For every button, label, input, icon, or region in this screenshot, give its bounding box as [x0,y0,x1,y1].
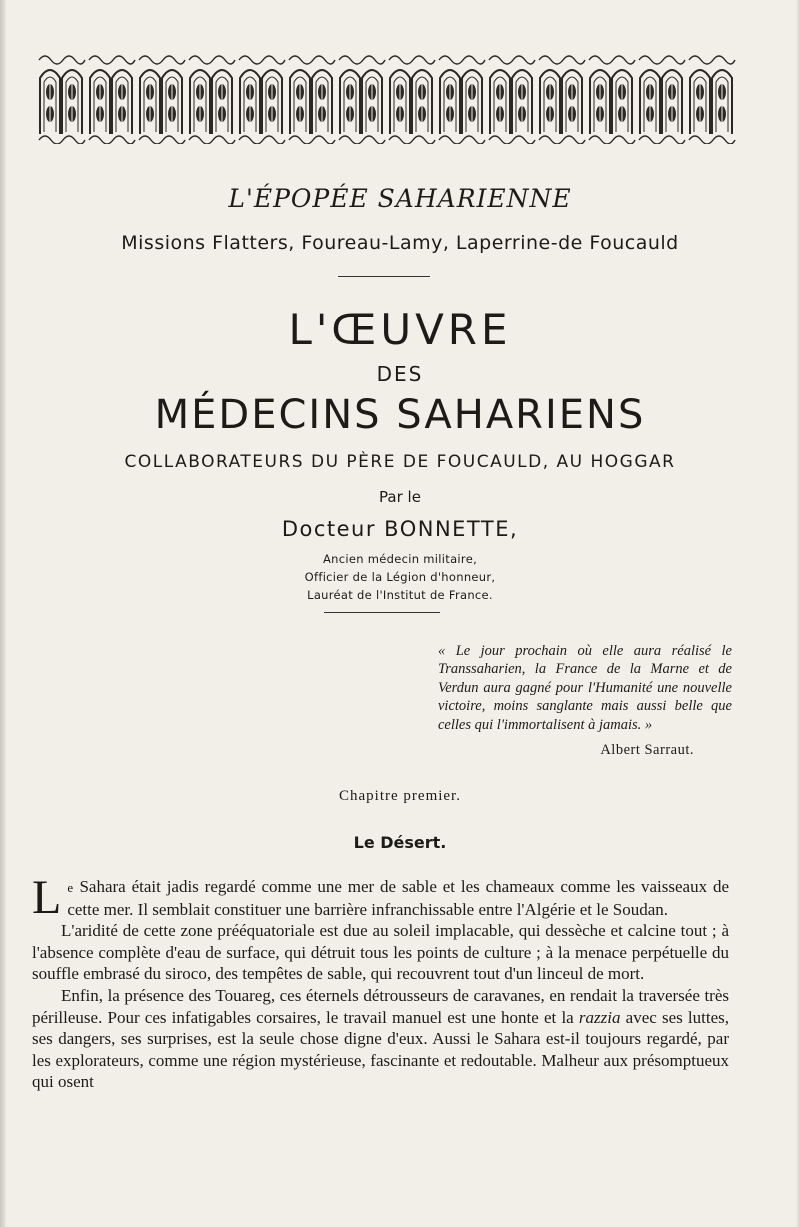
divider-rule [324,612,440,613]
ornament-unit [289,56,335,144]
paragraph-text: L'aridité de cette zone prééquatoriale est due au soleil implacable, qui dessèche et calcine tout ; à l'absence complète d'eau de surface, qui détruit tous les points de culture ; à la menace perpétuelle du souffle embrasé du siroco, des tempêtes de sable, qui recouvrent tout d'un linceul de mort. [32,921,729,984]
title-des: DES [376,362,424,386]
ornament-unit [589,56,635,144]
title-subtitle-collaborateurs: COLLABORATEURS DU PÈRE DE FOUCAULD, AU HOGGAR [124,452,676,472]
ornament-unit [89,56,135,144]
ornament-unit [539,56,585,144]
author-credential: Lauréat de l'Institut de France. [307,588,493,602]
author-name: Docteur BONNETTE, [281,517,519,541]
ornament-unit [39,56,85,144]
paragraph [32,985,729,1093]
epigraph-author: Albert Sarraut. [600,742,694,758]
ornament-unit [189,56,235,144]
drop-cap: L [32,871,62,924]
paragraph-text: avec ses luttes, ses dangers, ses surprises, est la seule chose digne d'eux. Aussi le Sahara est-il toujours regardé, par les explorateurs, comme une région mystérieuse, fascinante et redoutable. Malheur aux présomptueux qui osent [32,1007,729,1092]
body-text [32,871,729,1093]
author-by: Par le [379,488,421,506]
ornament-unit [439,56,485,144]
title-medecins-sahariens: MÉDECINS SAHARIENS [154,392,646,438]
missions-subtitle: Missions Flatters, Foureau-Lamy, Laperrine-de Foucauld [121,232,679,254]
ornamental-header-band [36,48,736,144]
ornament-unit [639,56,685,144]
italic-term: razzia [578,1007,621,1027]
paragraph [32,871,729,924]
ornament-unit [489,56,535,144]
paragraph-text: Sahara était jadis regardé comme une mer de sable et les chameaux comme les vaisseaux de cette mer. Il semblait constituer une barrière infranchissable entre l'Algérie et le Soudan. [67,877,729,919]
chapter-heading: Chapitre premier. [339,788,461,804]
section-heading: Le Désert. [353,833,447,852]
ornament-pattern [36,48,736,144]
ornament-unit [689,56,735,144]
ornament-unit [389,56,435,144]
paragraph [32,920,729,985]
paragraph-text: Enfin, la présence des Touareg, ces éternels détrousseurs de caravanes, en rendait la traversée très périlleuse. Pour ces infatigables corsaires, le travail manuel est une honte et la [32,985,729,1027]
epigraph-quote: « Le jour prochain où elle aura réalisé le Transsaharien, la France de la Marne et de Verdun aura gagné pour l'Humanité une nouvelle victoire, moins sanglante mais aussi belle que celles qui l'immortalisent à jamais. » [438,643,732,733]
ornament-unit [339,56,385,144]
author-credential: Ancien médecin militaire, [322,552,478,566]
smallcap-lead: e [67,880,74,895]
ornament-unit [239,56,285,144]
title-oeuvre: L'ŒUVRE [288,305,512,354]
series-title: L'ÉPOPÉE SAHARIENNE [228,184,572,213]
divider-rule [338,276,430,277]
author-credential: Officier de la Légion d'honneur, [304,570,496,584]
ornament-unit [139,56,185,144]
